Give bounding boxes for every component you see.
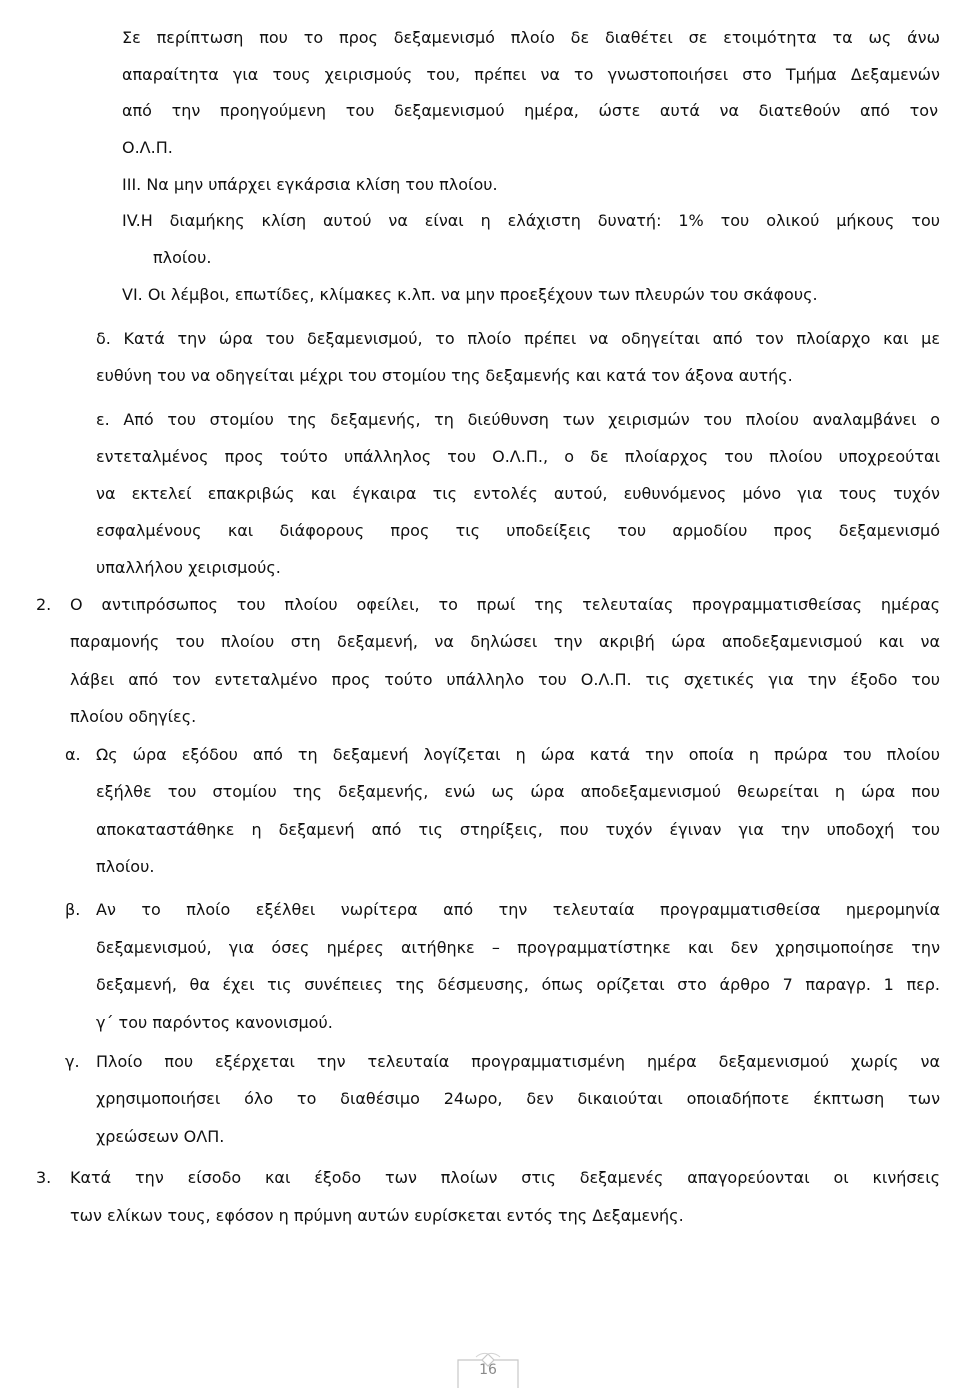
text-line: των ελίκων τους, εφόσον η πρύμνη αυτών ευρίσκεται εντός της Δεξαμενής. (70, 1206, 684, 1225)
section-number: 3. (36, 1168, 52, 1187)
subsection-marker: γ. (65, 1052, 80, 1071)
text-line: Ο.Λ.Π. (122, 138, 173, 157)
text-line: αποκαταστάθηκε η δεξαμενή από τις στηρίξεις, που τυχόν έγιναν για την υποδοχή του (96, 820, 940, 839)
text-line: λάβει από τον εντεταλμένο προς τούτο υπάλληλο του Ο.Λ.Π. τις σχετικές για την έξοδο του (70, 670, 940, 689)
text-line: να εκτελεί επακριβώς και έγκαιρα τις εντολές αυτού, ευθυνόμενος μόνο για τους τυχόν (96, 484, 940, 503)
section-number: 2. (36, 595, 52, 614)
text-line: ευθύνη του να οδηγείται μέχρι του στομίου της δεξαμενής και κατά τον άξονα αυτής. (96, 366, 793, 385)
text-line: Ο αντιπρόσωπος του πλοίου οφείλει, το πρωί της τελευταίας προγραμματισθείσας ημέρας (70, 595, 940, 614)
text-line: Πλοίο που εξέρχεται την τελευταία προγραμματισμένη ημέρα δεξαμενισμού χωρίς να (96, 1052, 940, 1071)
subsection-marker: α. (65, 745, 81, 764)
text-line: δεξαμενισμού, για όσες ημέρες αιτήθηκε – προγραμματίστηκε και δεν χρησιμοποίησε την (96, 938, 940, 957)
text-line: πλοίου. (153, 248, 212, 267)
list-item-d: δ. Κατά την ώρα του δεξαμενισμού, το πλοίο πρέπει να οδηγείται από τον πλοίαρχο και με (96, 329, 940, 348)
text-line: Ως ώρα εξόδου από τη δεξαμενή λογίζεται η ώρα κατά την οποία η πρώρα του πλοίου (96, 745, 940, 764)
text-line: υπαλλήλου χειρισμούς. (96, 558, 281, 577)
text-line: χρεώσεων ΟΛΠ. (96, 1127, 225, 1146)
list-item-iii: III. Να μην υπάρχει εγκάρσια κλίση του πλοίου. (122, 175, 498, 194)
text-line: απαραίτητα για τους χειρισμούς του, πρέπει να το γνωστοποιήσει στο Τμήμα Δεξαμενών (122, 65, 940, 84)
text-line: Κατά την είσοδο και έξοδο των πλοίων στις δεξαμενές απαγορεύονται οι κινήσεις (70, 1168, 940, 1187)
text-line: Σε περίπτωση που το προς δεξαμενισμό πλοίο δε διαθέτει σε ετοιμότητα τα ως άνω (122, 28, 940, 47)
page-number: 16 (479, 1362, 497, 1378)
list-item-iv: IV.Η διαμήκης κλίση αυτού να είναι η ελάχιστη δυνατή: 1% του ολικού μήκους του (122, 211, 940, 230)
text-line: από την προηγούμενη του δεξαμενισμού ημέρα, ώστε αυτά να διατεθούν από τον (122, 101, 938, 120)
text-line: πλοίου. (96, 857, 155, 876)
list-item-e: ε. Από του στομίου της δεξαμενής, τη διεύθυνση των χειρισμών του πλοίου αναλαμβάνει ο (96, 410, 940, 429)
list-item-vi: VI. Οι λέμβοι, επωτίδες, κλίμακες κ.λπ. να μην προεξέχουν των πλευρών του σκάφους. (122, 285, 818, 304)
subsection-marker: β. (65, 900, 81, 919)
text-line: εξήλθε του στομίου της δεξαμενής, ενώ ως ώρα αποδεξαμενισμού θεωρείται η ώρα που (96, 782, 940, 801)
text-line: δεξαμενή, θα έχει τις συνέπειες της δέσμευσης, όπως ορίζεται στο άρθρο 7 παραγρ. 1 περ. (96, 975, 940, 994)
text-line: χρησιμοποιήσει όλο το διαθέσιμο 24ωρο, δεν δικαιούται οποιαδήποτε έκπτωση των (96, 1089, 940, 1108)
text-line: εσφαλμένους και διάφορους προς τις υποδείξεις του αρμοδίου προς δεξαμενισμό (96, 521, 940, 540)
text-line: εντεταλμένος προς τούτο υπάλληλος του Ο.Λ.Π., ο δε πλοίαρχος του πλοίου υποχρεούται (96, 447, 940, 466)
text-line: Αν το πλοίο εξέλθει νωρίτερα από την τελευταία προγραμματισθείσα ημερομηνία (96, 900, 940, 919)
text-line: πλοίου οδηγίες. (70, 707, 197, 726)
text-line: παραμονής του πλοίου στη δεξαμενή, να δηλώσει την ακριβή ώρα αποδεξαμενισμού και να (70, 632, 940, 651)
text-line: γ΄ του παρόντος κανονισμού. (96, 1013, 333, 1032)
